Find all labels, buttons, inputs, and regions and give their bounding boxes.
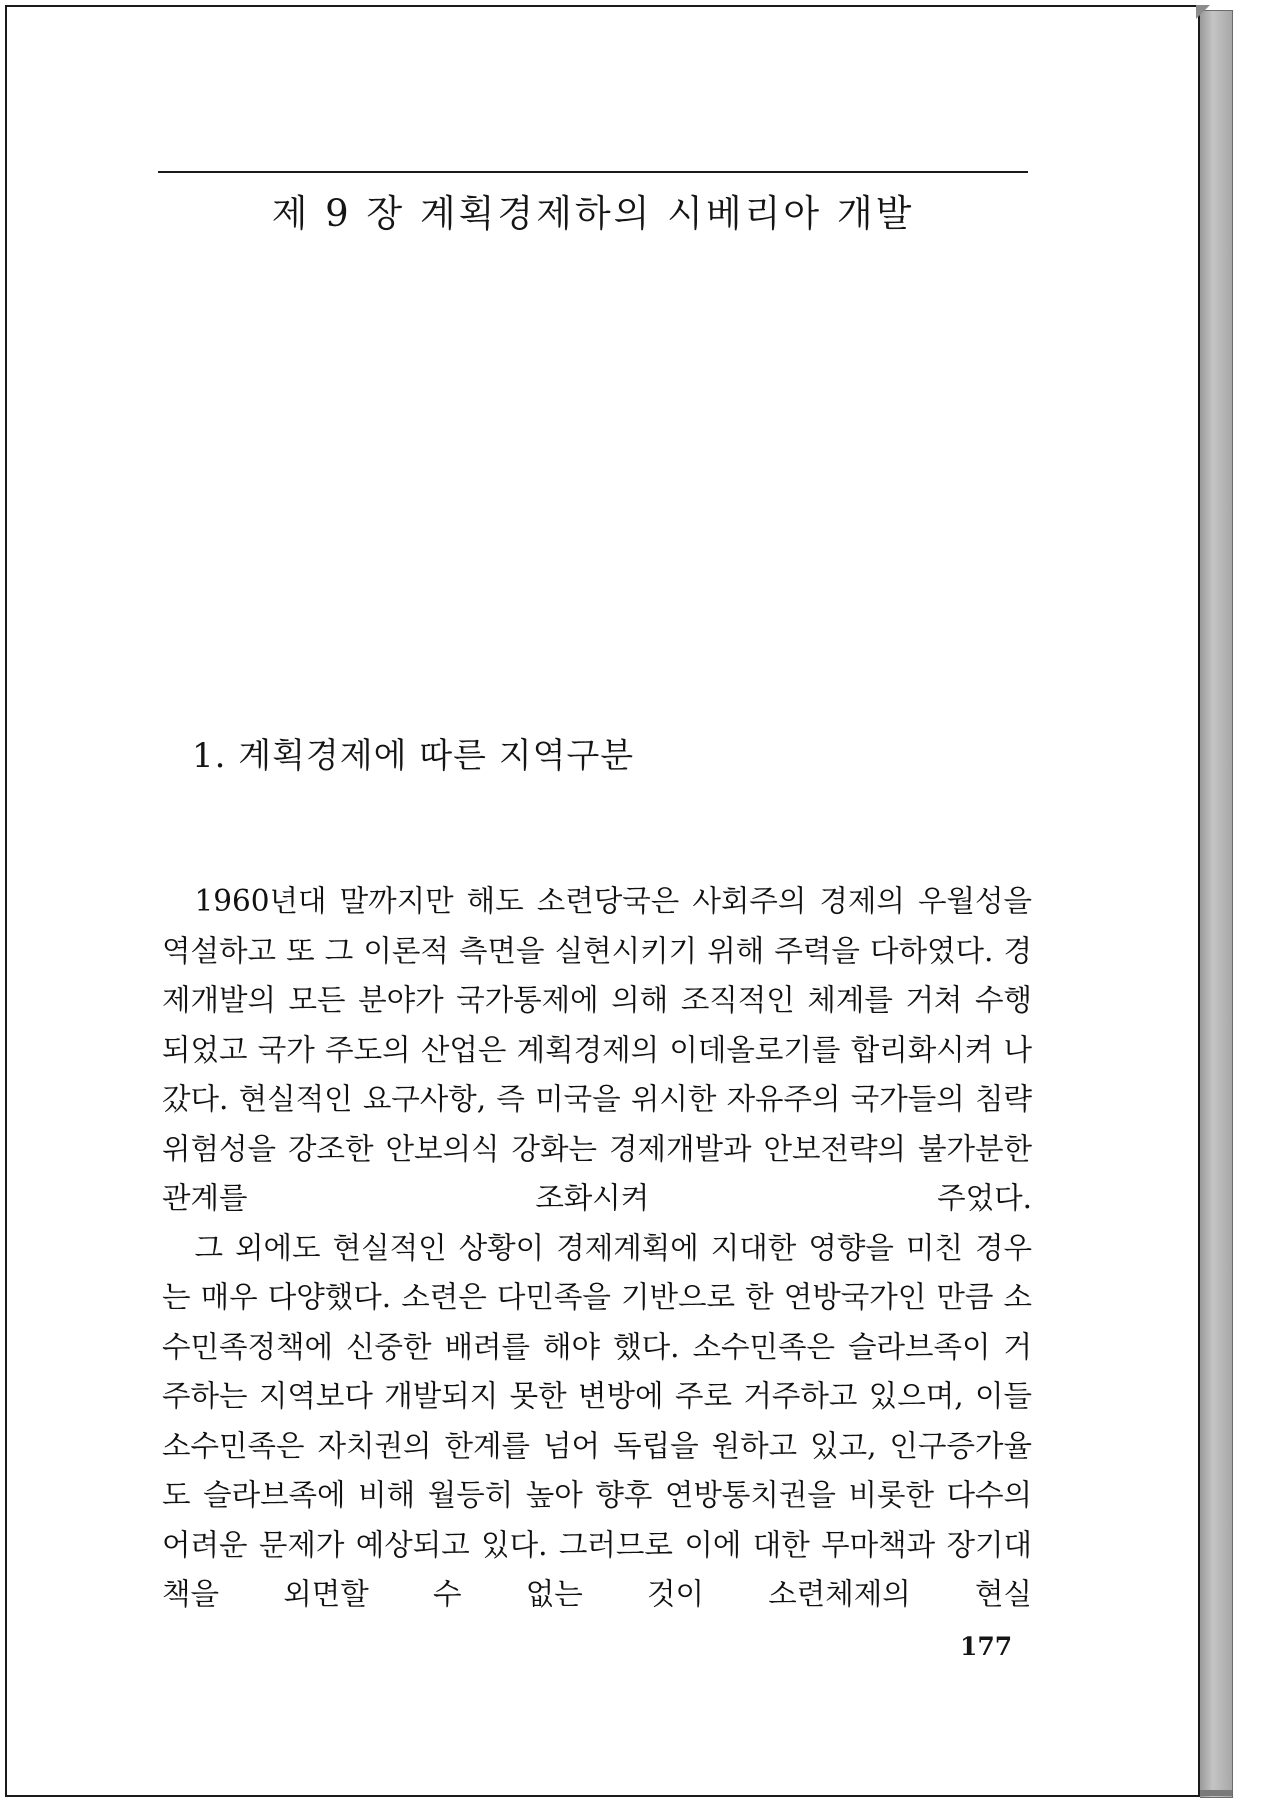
chapter-rule — [158, 171, 1028, 173]
paragraph-2: 그 외에도 현실적인 상황이 경제계획에 지대한 영향을 미친 경우는 매우 다양했다. 소련은 다민족을 기반으로 한 연방국가인 만큼 소수민족정책에 신중한 배려를 해야 했다. 소수민족은 슬라브족이 거주하는 지역보다 개발되지 못한 변방에 주로 거주하고 있으며, 이들 소수민족은 자치권의 한계를 넘어 독립을 원하고 있고, 인구증가율도 슬라브족에 비해 월등히 높아 향후 연방통치권을 비롯한 다수의 어려운 문제가 예상되고 있다. 그러므로 이에 대한 무마책과 장기대책을 외면할 수 없는 것이 소련체제의 현실 — [162, 1230, 1032, 1611]
page-stack-corner — [1196, 5, 1210, 19]
page-stack-edge — [1200, 10, 1233, 1798]
page-stack-bottom — [1200, 1790, 1232, 1796]
chapter-title: 제 9 장 계획경제하의 시베리아 개발 — [271, 192, 915, 235]
paragraph-1: 1960년대 말까지만 해도 소련당국은 사회주의 경제의 우월성을 역설하고 또 그 이론적 측면을 실현시키기 위해 주력을 다하였다. 경제개발의 모든 분야가 국가통제에 의해 조직적인 체계를 거쳐 수행되었고 국가 주도의 산업은 계획경제의 이데올로기를 합리화시켜 나갔다. 현실적인 요구사항, 즉 미국을 위시한 자유주의 국가들의 침략 위험성을 강조한 안보의식 강화는 경제개발과 안보전략의 불가분한 관계를 조화시켜 주었다. — [162, 884, 1032, 1215]
body-text — [162, 877, 1032, 1620]
section-heading: 1. 계획경제에 따른 지역구분 — [192, 736, 635, 776]
page-number: 177 — [960, 1632, 1013, 1661]
